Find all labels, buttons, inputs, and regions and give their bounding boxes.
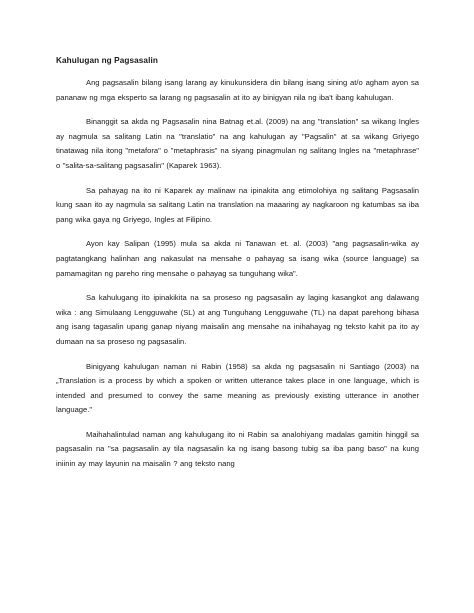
paragraph-6: Binigyang kahulugan naman ni Rabin (1958) sa akda ng pagsasalin ni Santiago (2003) na „Translation is a process by which a spoken or written utterance takes place in one language, which is intended and presumed to convey the same meaning as previously existing utterance in another language.": [56, 361, 419, 415]
paragraph-2: Binanggit sa akda ng Pagsasalin nina Batnag et.al. (2009) na ang "translation" sa wikang Ingles ay nagmula sa salitang Latin na "translatio" na ang kahulugan ay "Pagsalin" at sa wikang Griyego tinatawag nila itong "metafora" o "metaphrasis" na siyang pinagmulan ng salitang Ingles na "metaphrase" o "salita-sa-salitang pagsasalin" (Kaparek 1963).: [56, 117, 419, 170]
document-title: Kahulugan ng Pagsasalin: [56, 56, 158, 65]
paragraph-7: Maihahalintulad naman ang kahulugang ito ni Rabin sa analohiyang madalas gamitin hinggil sa pagsasalin na "sa pagsasalin ay tila nagsasalin ka ng isang basong tubig sa iba pang baso" na kung iniinin ay may layunin na maisalin ? ang teksto nang: [56, 429, 419, 469]
paragraph-3: Sa pahayag na ito ni Kaparek ay malinaw na ipinakita ang etimolohiya ng salitang Pagsasalin kung saan ito ay nagmula sa salitang Latin na translation na maaaring ay nagkaroon ng katumbas sa iba pang wika gaya ng Griyego, Ingles at Filipino.: [56, 185, 419, 224]
paragraph-5: Sa kahulugang ito ipinakikita na sa proseso ng pagsasalin ay laging kasangkot ang dalawang wika : ang Simulaang Lengguwahe (SL) at ang Tunguhang Lengguwahe (TL) na dapat parehong bihasa ang isang tagasalin upang ganap niyang maisalin ang mensahe na inihahayag ng teksto kahit pa ito ay dumaan na sa proseso ng pagsasalin.: [56, 293, 419, 346]
paragraph-4: Ayon kay Salipan (1995) mula sa akda ni Tanawan et. al. (2003) "ang pagsasalin-wika ay pagtatangkang halinhan ang nakasulat na mensahe o pahayag sa isang wika (source language) sa pamamagitan ng pareho ring mensahe o pahayag sa tunguhang wika".: [56, 239, 419, 278]
paragraph-1: Ang pagsasalin bilang isang larang ay kinukunsidera din bilang isang sining at/o agham ayon sa pananaw ng mga eksperto sa larang ng pagsasalin at ito ay binigyan nila ng iba't ibang kahulugan.: [56, 78, 419, 102]
